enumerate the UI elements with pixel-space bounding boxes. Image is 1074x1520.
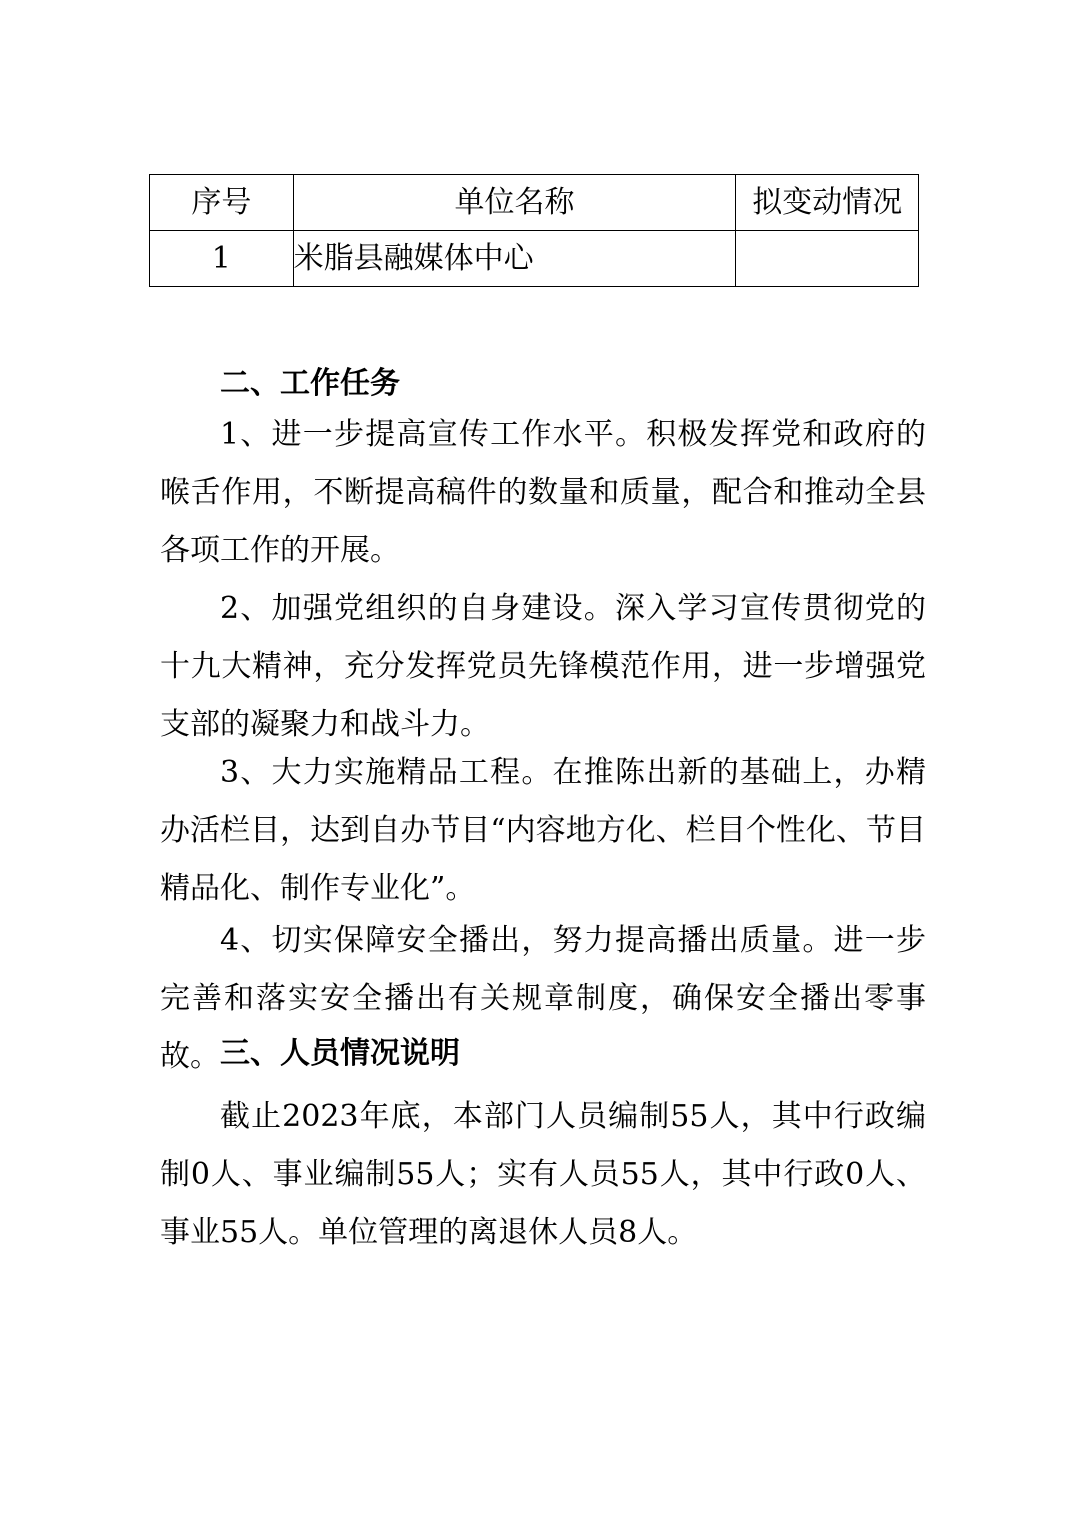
cell-unit-name: 米脂县融媒体中心 bbox=[293, 231, 736, 287]
table-header-row bbox=[150, 175, 919, 231]
section-heading-staff: 三、人员情况说明 bbox=[220, 1036, 460, 1071]
header-index: 序号 bbox=[150, 175, 294, 231]
section-heading-work-tasks: 二、工作任务 bbox=[220, 366, 400, 401]
table-row bbox=[150, 231, 919, 287]
task-item-1: 1、进一步提高宣传工作水平。积极发挥党和政府的喉舌作用，不断提高稿件的数量和质量，配合和推动全县各项工作的开展。 bbox=[160, 417, 926, 568]
staff-description: 截止2023年底，本部门人员编制55人，其中行政编制0人、事业编制55人；实有人员55人，其中行政0人、事业55人。单位管理的离退休人员8人。 bbox=[160, 1099, 926, 1250]
header-planned-change: 拟变动情况 bbox=[736, 175, 919, 231]
task-item-4: 4、切实保障安全播出，努力提高播出质量。进一步完善和落实安全播出有关规章制度，确保安全播出零事故。 bbox=[160, 923, 926, 1074]
header-unit-name: 单位名称 bbox=[293, 175, 736, 231]
cell-index: 1 bbox=[150, 231, 294, 287]
cell-planned-change bbox=[736, 231, 919, 287]
unit-change-table bbox=[149, 174, 919, 287]
task-item-2: 2、加强党组织的自身建设。深入学习宣传贯彻党的十九大精神，充分发挥党员先锋模范作用，进一步增强党支部的凝聚力和战斗力。 bbox=[160, 591, 926, 742]
task-item-3: 3、大力实施精品工程。在推陈出新的基础上，办精办活栏目，达到自办节目“内容地方化、栏目个性化、节目精品化、制作专业化”。 bbox=[160, 755, 926, 906]
